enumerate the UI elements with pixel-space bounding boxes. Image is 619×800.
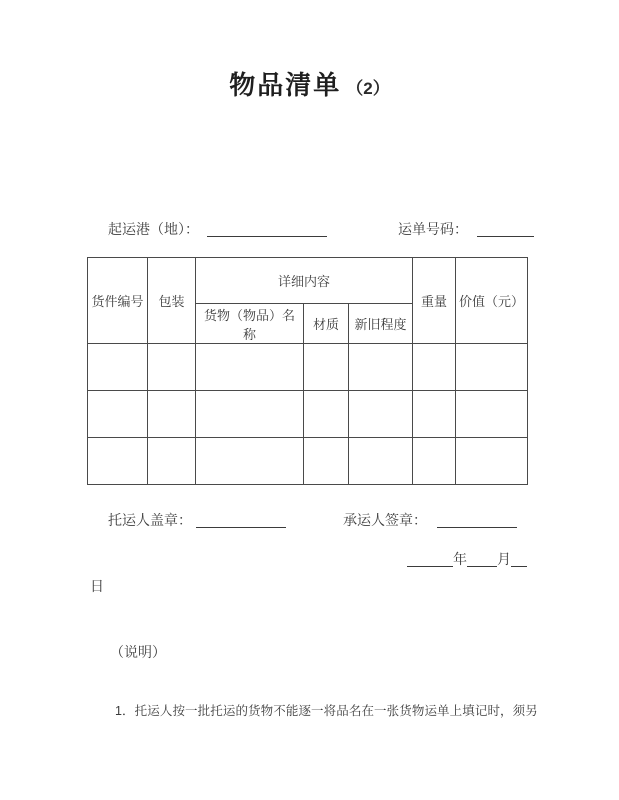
header-cell-shipment-no: 货件编号 [88,258,148,344]
table-cell [88,344,148,391]
table-cell [196,391,304,438]
table-cell [148,391,196,438]
table-cell [88,438,148,485]
table-cell [148,344,196,391]
month-label: 月 [497,551,511,567]
note-item-1: 1．托运人按一批托运的货物不能逐一将品名在一张货物运单上填记时，须另 [115,704,538,718]
page-title [0,70,619,104]
carrier-signature-blank-line [437,514,517,528]
table-cell [349,344,413,391]
table-cell [456,438,528,485]
table-cell [413,344,456,391]
shipper-seal-blank-line [196,514,286,528]
shipper-seal-label: 托运人盖章： [108,512,192,528]
day-label: 日 [90,578,104,594]
departure-port-blank-line [207,223,327,237]
carrier-signature-label: 承运人签章： [343,512,427,528]
table-cell [304,344,349,391]
header-cell-details: 详细内容 [196,258,413,304]
table-cell [304,438,349,485]
table-row [88,438,528,485]
table-row [88,344,528,391]
table-cell [349,391,413,438]
month-blank-line [467,553,497,567]
table-cell [413,438,456,485]
header-cell-goods-name: 货物（物品）名称 [196,304,304,344]
waybill-number-blank-line [477,223,534,237]
table-cell [349,438,413,485]
page-title-text: 物品清单 [229,70,342,100]
header-cell-value: 价值（元） [456,258,528,344]
date-line [0,551,527,567]
header-cell-condition: 新旧程度 [349,304,413,344]
table-cell [196,438,304,485]
carrier-signature-field [343,512,517,528]
notes-heading: （说明） [110,644,166,660]
table-cell [456,391,528,438]
year-blank-line [407,553,453,567]
items-table [87,257,528,485]
table-cell [413,391,456,438]
header-cell-material: 材质 [304,304,349,344]
table-row [88,391,528,438]
waybill-number-field [398,221,534,237]
year-label: 年 [453,551,467,567]
table-cell [304,391,349,438]
shipper-seal-field [108,512,286,528]
table-cell [148,438,196,485]
page-title-suffix: （2） [346,79,390,98]
header-cell-weight: 重量 [413,258,456,344]
table-cell [196,344,304,391]
table-cell [88,391,148,438]
day-blank-line [511,553,527,567]
header-cell-packing: 包装 [148,258,196,344]
table-cell [456,344,528,391]
waybill-number-label: 运单号码： [398,221,468,237]
departure-port-field [108,221,327,237]
departure-port-label: 起运港（地）： [108,221,199,237]
